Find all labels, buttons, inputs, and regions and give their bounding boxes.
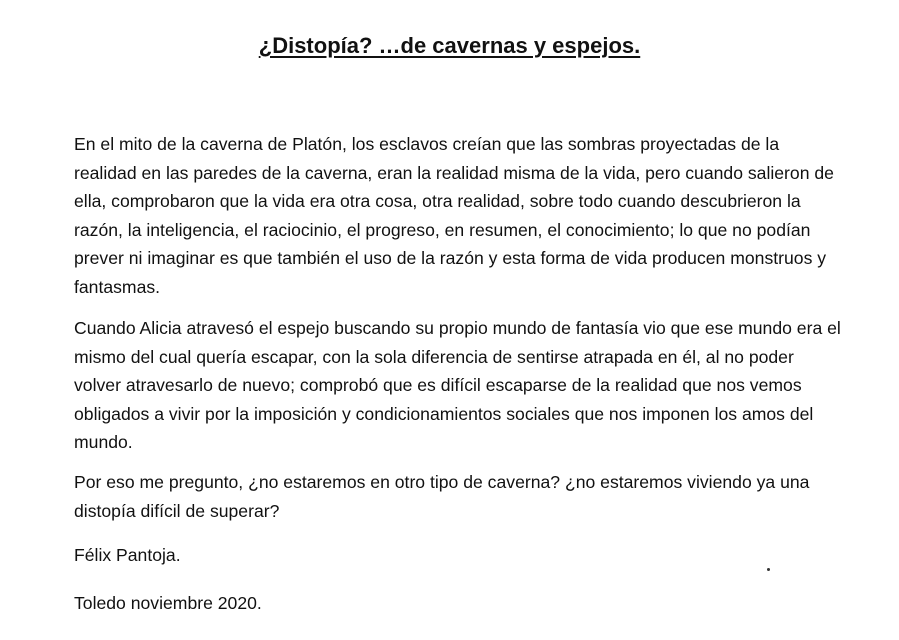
place-date: Toledo noviembre 2020. bbox=[74, 593, 262, 613]
document-title: ¿Distopía? …de cavernas y espejos. bbox=[258, 33, 641, 58]
paragraph-pregunta: Por eso me pregunto, ¿no estaremos en otro tipo de caverna? ¿no estaremos viviendo ya una distopía difícil de superar? bbox=[74, 472, 810, 521]
paragraph-caverna: En el mito de la caverna de Platón, los esclavos creían que las sombras proyectadas de la realidad en las paredes de la caverna, eran la realidad misma de la vida, pero cuando salieron de ella, comprobaron que la vida era otra cosa, otra realidad, sobre todo cuando descubrieron la razón, la inteligencia, el raciocinio, el progreso, en resumen, el conocimiento; lo que no podían prever ni imaginar es que también el uso de la razón y esta forma de vida producen monstruos y fantasmas. bbox=[74, 134, 834, 297]
signature: Félix Pantoja. bbox=[74, 545, 181, 565]
paragraph-alicia: Cuando Alicia atravesó el espejo buscando su propio mundo de fantasía vio que ese mundo era el mismo del cual quería escapar, con la sola diferencia de sentirse atrapada en él, al no poder volver atravesarlo de nuevo; comprobó que es difícil escaparse de la realidad que nos vemos obligados a vivir por la imposición y condicionamientos sociales que nos imponen los amos del mundo. bbox=[74, 318, 841, 452]
stray-dot bbox=[767, 568, 770, 571]
